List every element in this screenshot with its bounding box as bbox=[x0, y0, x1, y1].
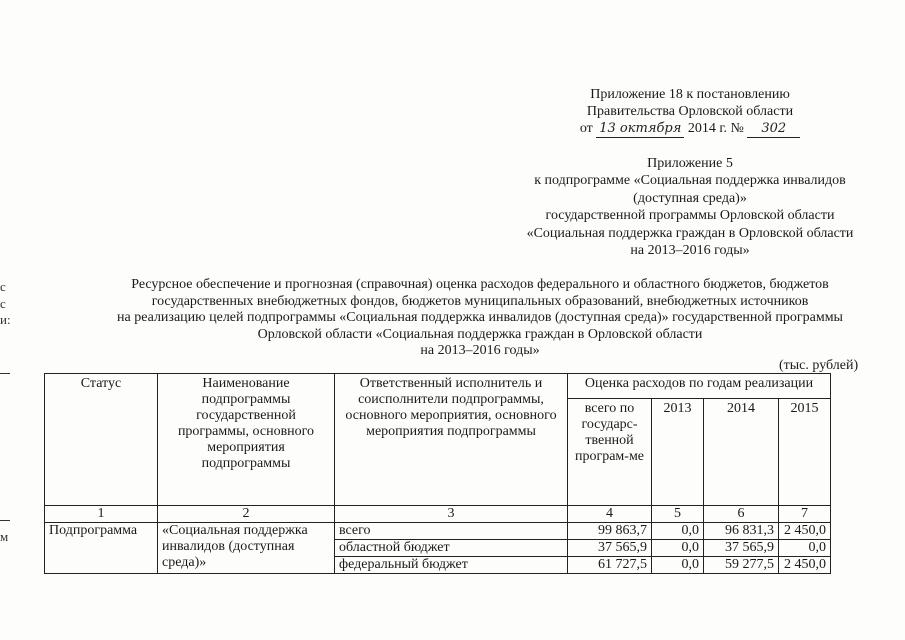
column-number: 2 bbox=[158, 506, 335, 523]
annex5-line: «Социальная поддержка граждан в Орловской области bbox=[526, 225, 854, 241]
title-line: на 2013–2016 годы» bbox=[420, 343, 540, 358]
header-total: всего по государс-твенной програм-ме bbox=[568, 399, 652, 506]
y2014-cell: 37 565,9 bbox=[704, 540, 779, 557]
annex5-line: государственной программы Орловской области bbox=[545, 208, 835, 224]
y2014-cell: 96 831,3 bbox=[704, 523, 779, 540]
y2013-cell: 0,0 bbox=[652, 523, 704, 540]
annex5-line: Приложение 5 bbox=[647, 156, 733, 171]
units-label: (тыс. рублей) bbox=[779, 358, 859, 373]
total-cell: 61 727,5 bbox=[568, 557, 652, 574]
y2013-cell: 0,0 bbox=[652, 557, 704, 574]
document-title bbox=[60, 277, 900, 360]
header-2013: 2013 bbox=[652, 399, 704, 506]
resource-table bbox=[44, 373, 831, 574]
status-cell: Подпрограмма bbox=[45, 523, 158, 574]
header-responsible: Ответственный исполнитель и соисполнители подпрограммы, основного мероприятия, основного мероприятия подпрограммы bbox=[335, 374, 568, 506]
column-number: 4 bbox=[568, 506, 652, 523]
annex18-line1: Приложение 18 к постановлению bbox=[590, 87, 790, 102]
annex5-header bbox=[495, 155, 885, 259]
header-status: Статус bbox=[45, 374, 158, 506]
margin-fragment: м bbox=[0, 529, 9, 544]
margin-rule bbox=[0, 520, 10, 521]
y2013-cell: 0,0 bbox=[652, 540, 704, 557]
total-cell: 99 863,7 bbox=[568, 523, 652, 540]
title-line: Ресурсное обеспечение и прогнозная (справочная) оценка расходов федерального и областного бюджетов, бюджетов bbox=[131, 277, 829, 292]
annex18-line2: Правительства Орловской области bbox=[586, 104, 794, 119]
margin-fragment: с bbox=[0, 296, 6, 311]
total-cell: 37 565,9 bbox=[568, 540, 652, 557]
margin-rule bbox=[0, 373, 10, 374]
y2015-cell: 0,0 bbox=[779, 540, 831, 557]
annex18-header bbox=[520, 86, 860, 138]
annex5-line: на 2013–2016 годы» bbox=[630, 243, 750, 259]
source-cell: всего bbox=[335, 523, 568, 540]
column-number: 7 bbox=[779, 506, 831, 523]
header-name: Наименование подпрограммы государственной программы, основного мероприятия подпрограммы bbox=[158, 374, 335, 506]
margin-fragment: и: bbox=[0, 312, 11, 327]
y2015-cell: 2 450,0 bbox=[779, 557, 831, 574]
source-cell: федеральный бюджет bbox=[335, 557, 568, 574]
column-number: 3 bbox=[335, 506, 568, 523]
date-year: 2014 г. № bbox=[687, 121, 744, 136]
header-estimate: Оценка расходов по годам реализации bbox=[568, 374, 831, 399]
name-cell: «Социальная поддержка инвалидов (доступная среда)» bbox=[158, 523, 335, 574]
y2015-cell: 2 450,0 bbox=[779, 523, 831, 540]
column-number: 5 bbox=[652, 506, 704, 523]
header-2015: 2015 bbox=[779, 399, 831, 506]
y2014-cell: 59 277,5 bbox=[704, 557, 779, 574]
table-row bbox=[45, 523, 831, 540]
column-number: 6 bbox=[704, 506, 779, 523]
date-prefix: от bbox=[579, 121, 593, 136]
handwritten-number: 302 bbox=[747, 120, 800, 138]
source-cell: областной бюджет bbox=[335, 540, 568, 557]
title-line: на реализацию целей подпрограммы «Социальная поддержка инвалидов (доступная среда)» государственной программы bbox=[117, 310, 843, 325]
annex18-date-line bbox=[520, 120, 860, 138]
column-number: 1 bbox=[45, 506, 158, 523]
annex5-line: (доступная среда)» bbox=[633, 190, 747, 206]
header-2014: 2014 bbox=[704, 399, 779, 506]
title-line: государственных внебюджетных фондов, бюджетов муниципальных образований, внебюджетных источников bbox=[151, 293, 809, 309]
margin-fragment: с bbox=[0, 279, 6, 294]
handwritten-date: 13 октября bbox=[596, 120, 684, 138]
annex5-line: к подпрограмме «Социальная поддержка инвалидов bbox=[534, 173, 846, 189]
title-line: Орловской области «Социальная поддержка граждан в Орловской области bbox=[257, 326, 703, 342]
